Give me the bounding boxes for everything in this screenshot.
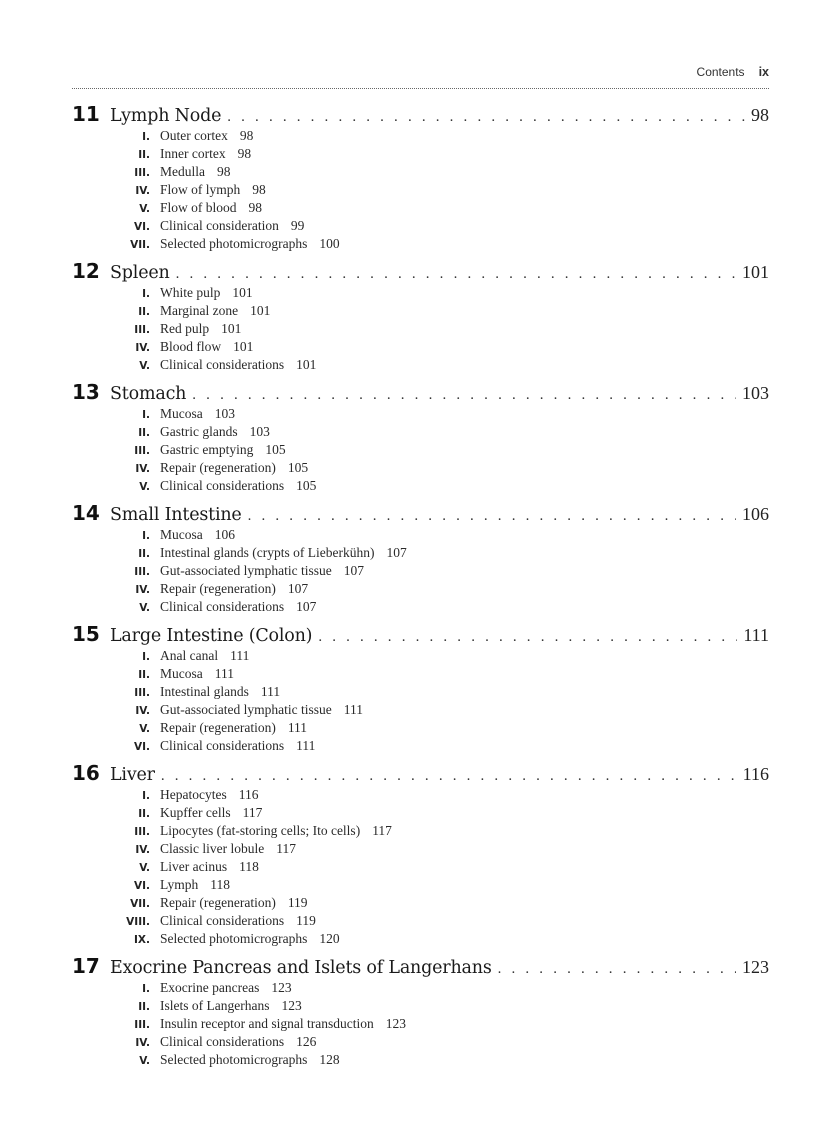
toc-chapter [72, 379, 769, 495]
section-numeral: I. [142, 530, 150, 542]
section-title: Blood flow [160, 339, 222, 354]
chapter-number: 17 [72, 954, 100, 978]
section-numeral: II. [138, 548, 150, 560]
section-entry[interactable] [72, 423, 769, 441]
page-folio: ix [758, 65, 769, 79]
section-page-number: 123 [281, 998, 302, 1013]
section-numeral: II. [138, 808, 150, 820]
section-numeral: II. [138, 149, 150, 161]
chapter-number: 14 [72, 501, 100, 525]
section-page-number: 100 [319, 236, 340, 251]
section-title: Gastric glands [160, 424, 238, 439]
section-list [72, 786, 769, 948]
section-page-number: 107 [296, 599, 317, 614]
section-page-number: 101 [232, 285, 253, 300]
section-entry[interactable] [72, 1015, 769, 1033]
section-numeral: III. [134, 324, 150, 336]
section-page-number: 98 [217, 164, 231, 179]
section-numeral: II. [138, 1001, 150, 1013]
section-page-number: 99 [290, 218, 305, 233]
dot-leader [192, 382, 736, 408]
section-title: Insulin receptor and signal transduction [160, 1016, 374, 1031]
section-title: Classic liver lobule [160, 841, 265, 856]
section-page-number: 101 [233, 339, 254, 354]
section-title: Clinical considerations [160, 1034, 285, 1049]
section-title: Liver acinus [160, 859, 228, 874]
section-page-number: 128 [319, 1052, 340, 1067]
chapter-title: Exocrine Pancreas and Islets of Langerhans [110, 958, 492, 978]
section-page-number: 105 [287, 460, 309, 475]
section-page-number: 119 [287, 895, 308, 910]
section-entry[interactable] [72, 199, 769, 217]
chapter-entry[interactable] [72, 258, 769, 284]
toc-chapter [72, 101, 769, 253]
section-entry[interactable] [72, 876, 769, 894]
section-numeral: IV. [135, 584, 150, 596]
dot-leader [248, 503, 736, 529]
section-numeral: IV. [135, 844, 150, 856]
chapter-title: Small Intestine [110, 505, 242, 525]
chapter-page-number: 116 [742, 764, 769, 784]
section-title: Outer cortex [160, 128, 228, 143]
section-title: Intestinal glands (crypts of Lieberkühn) [160, 545, 375, 560]
chapter-page-number: 101 [742, 262, 769, 282]
section-title: Selected photomicrographs [160, 931, 308, 946]
section-entry[interactable] [72, 719, 769, 737]
section-entry[interactable] [72, 356, 769, 374]
section-title: Exocrine pancreas [160, 980, 260, 995]
section-numeral: II. [138, 306, 150, 318]
section-numeral: III. [134, 445, 150, 457]
section-title: Gut-associated lymphatic tissue [160, 702, 332, 717]
section-numeral: V. [139, 723, 150, 735]
section-entry[interactable] [72, 912, 769, 930]
section-title: Repair (regeneration) [160, 895, 276, 910]
section-page-number: 101 [221, 321, 242, 336]
section-title: Red pulp [160, 321, 210, 336]
contents-page [72, 62, 769, 1074]
section-list [72, 979, 769, 1069]
chapter-number: 16 [72, 761, 100, 785]
dot-leader [176, 261, 736, 287]
section-numeral: I. [142, 409, 150, 421]
section-numeral: V. [139, 862, 150, 874]
section-page-number: 111 [260, 684, 281, 699]
section-title: Intestinal glands [160, 684, 249, 699]
section-entry[interactable] [72, 804, 769, 822]
section-page-number: 106 [214, 527, 235, 542]
section-title: Selected photomicrographs [160, 236, 308, 251]
section-page-number: 101 [250, 303, 271, 318]
section-page-number: 107 [343, 563, 364, 578]
section-numeral: I. [142, 288, 150, 300]
chapter-entry[interactable] [72, 500, 769, 526]
section-title: Marginal zone [160, 303, 239, 318]
section-numeral: III. [134, 687, 150, 699]
section-title: Kupffer cells [160, 805, 231, 820]
section-entry[interactable] [72, 665, 769, 683]
section-numeral: VII. [130, 898, 150, 910]
section-numeral: VIII. [126, 916, 150, 928]
section-page-number: 120 [319, 931, 340, 946]
section-numeral: III. [134, 167, 150, 179]
section-numeral: V. [139, 203, 150, 215]
section-title: Repair (regeneration) [160, 460, 276, 475]
section-title: Flow of lymph [160, 182, 241, 197]
section-title: Repair (regeneration) [160, 581, 276, 596]
section-numeral: VI. [133, 741, 150, 753]
section-list [72, 127, 769, 253]
section-numeral: V. [139, 360, 150, 372]
section-entry[interactable] [72, 459, 769, 477]
section-numeral: I. [142, 131, 150, 143]
section-numeral: II. [138, 669, 150, 681]
chapter-number: 12 [72, 259, 100, 283]
section-title: Repair (regeneration) [160, 720, 276, 735]
toc-chapter [72, 953, 769, 1069]
section-page-number: 105 [265, 442, 286, 457]
section-title: Inner cortex [160, 146, 226, 161]
section-title: Clinical considerations [160, 599, 285, 614]
section-title: Lipocytes (fat-storing cells; Ito cells) [160, 823, 361, 838]
section-numeral: V. [139, 602, 150, 614]
section-page-number: 107 [386, 545, 407, 560]
section-title: Islets of Langerhans [160, 998, 270, 1013]
section-page-number: 105 [296, 478, 317, 493]
section-entry[interactable] [72, 235, 769, 253]
chapter-title: Stomach [110, 384, 187, 404]
section-entry[interactable] [72, 701, 769, 719]
section-page-number: 98 [237, 146, 252, 161]
section-page-number: 98 [239, 128, 254, 143]
section-entry[interactable] [72, 181, 769, 199]
running-head [72, 62, 769, 82]
chapter-entry[interactable] [72, 101, 769, 127]
section-entry[interactable] [72, 1051, 769, 1069]
section-numeral: II. [138, 427, 150, 439]
section-list [72, 284, 769, 374]
section-title: Clinical considerations [160, 357, 285, 372]
section-numeral: IX. [134, 934, 150, 946]
chapter-page-number: 111 [743, 625, 769, 645]
section-title: Clinical considerations [160, 738, 285, 753]
section-entry[interactable] [72, 858, 769, 876]
section-page-number: 98 [248, 200, 263, 215]
section-page-number: 116 [238, 787, 259, 802]
section-page-number: 111 [287, 720, 308, 735]
section-entry[interactable] [72, 145, 769, 163]
chapter-entry[interactable] [72, 379, 769, 405]
section-page-number: 117 [372, 823, 392, 838]
chapter-title: Lymph Node [110, 106, 222, 126]
toc-chapter [72, 760, 769, 948]
section-page-number: 101 [296, 357, 317, 372]
section-numeral: V. [139, 1055, 150, 1067]
section-title: Clinical considerations [160, 913, 285, 928]
dotted-rule [72, 88, 769, 89]
section-numeral: I. [142, 790, 150, 802]
section-numeral: IV. [135, 463, 150, 475]
section-page-number: 126 [296, 1034, 317, 1049]
toc-chapter [72, 500, 769, 616]
section-numeral: III. [134, 566, 150, 578]
chapter-title: Liver [110, 765, 155, 785]
section-numeral: I. [142, 651, 150, 663]
chapter-entry[interactable] [72, 621, 769, 647]
section-entry[interactable] [72, 217, 769, 235]
section-entry[interactable] [72, 580, 769, 598]
section-numeral: VI. [133, 880, 150, 892]
section-title: Selected photomicrographs [160, 1052, 308, 1067]
section-page-number: 98 [252, 182, 266, 197]
section-numeral: I. [142, 983, 150, 995]
section-page-number: 111 [296, 738, 316, 753]
section-title: Gastric emptying [160, 442, 254, 457]
section-numeral: VII. [130, 239, 150, 251]
section-page-number: 111 [214, 666, 234, 681]
section-entry[interactable] [72, 822, 769, 840]
section-entry[interactable] [72, 683, 769, 701]
section-list [72, 526, 769, 616]
section-title: Hepatocytes [160, 787, 227, 802]
running-head-title: Contents [696, 65, 745, 79]
chapter-page-number: 98 [751, 105, 769, 125]
section-entry[interactable] [72, 477, 769, 495]
section-page-number: 118 [210, 877, 231, 892]
chapter-page-number: 123 [742, 957, 769, 977]
chapter-page-number: 103 [742, 383, 769, 403]
section-entry[interactable] [72, 997, 769, 1015]
toc-chapter [72, 621, 769, 755]
toc-chapter [72, 258, 769, 374]
chapter-entry[interactable] [72, 760, 769, 786]
section-entry[interactable] [72, 840, 769, 858]
section-page-number: 117 [276, 841, 296, 856]
table-of-contents [72, 101, 769, 1069]
chapter-number: 15 [72, 622, 100, 646]
section-entry[interactable] [72, 737, 769, 755]
section-title: White pulp [160, 285, 221, 300]
chapter-title: Spleen [110, 263, 170, 283]
section-numeral: III. [134, 1019, 150, 1031]
chapter-title: Large Intestine (Colon) [110, 626, 313, 646]
section-entry[interactable] [72, 302, 769, 320]
section-numeral: IV. [135, 705, 150, 717]
section-title: Clinical considerations [160, 478, 285, 493]
section-title: Medulla [160, 164, 205, 179]
section-list [72, 405, 769, 495]
section-title: Clinical consideration [160, 218, 279, 233]
section-page-number: 103 [249, 424, 270, 439]
section-page-number: 123 [385, 1016, 406, 1031]
section-entry[interactable] [72, 894, 769, 912]
section-numeral: V. [139, 481, 150, 493]
section-list [72, 647, 769, 755]
section-entry[interactable] [72, 930, 769, 948]
section-page-number: 119 [296, 913, 316, 928]
section-title: Mucosa [160, 406, 203, 421]
section-title: Mucosa [160, 527, 203, 542]
section-numeral: III. [134, 826, 150, 838]
section-title: Flow of blood [160, 200, 237, 215]
section-entry[interactable] [72, 163, 769, 181]
section-page-number: 117 [242, 805, 263, 820]
section-page-number: 107 [287, 581, 309, 596]
section-entry[interactable] [72, 320, 769, 338]
section-entry[interactable] [72, 544, 769, 562]
dot-leader [318, 624, 737, 650]
chapter-entry[interactable] [72, 953, 769, 979]
section-entry[interactable] [72, 1033, 769, 1051]
section-numeral: VI. [133, 221, 150, 233]
section-page-number: 123 [271, 980, 292, 995]
section-page-number: 103 [214, 406, 235, 421]
section-numeral: IV. [135, 185, 150, 197]
section-entry[interactable] [72, 338, 769, 356]
section-entry[interactable] [72, 598, 769, 616]
section-numeral: IV. [135, 1037, 150, 1049]
section-page-number: 118 [239, 859, 259, 874]
section-title: Mucosa [160, 666, 203, 681]
section-page-number: 111 [343, 702, 363, 717]
chapter-number: 13 [72, 380, 100, 404]
chapter-page-number: 106 [742, 504, 769, 524]
section-title: Gut-associated lymphatic tissue [160, 563, 332, 578]
dot-leader [498, 956, 736, 982]
dot-leader [227, 104, 745, 130]
section-title: Anal canal [160, 648, 219, 663]
section-page-number: 111 [230, 648, 250, 663]
section-title: Lymph [160, 877, 199, 892]
section-entry[interactable] [72, 562, 769, 580]
section-entry[interactable] [72, 441, 769, 459]
chapter-number: 11 [72, 102, 100, 126]
section-numeral: IV. [135, 342, 150, 354]
